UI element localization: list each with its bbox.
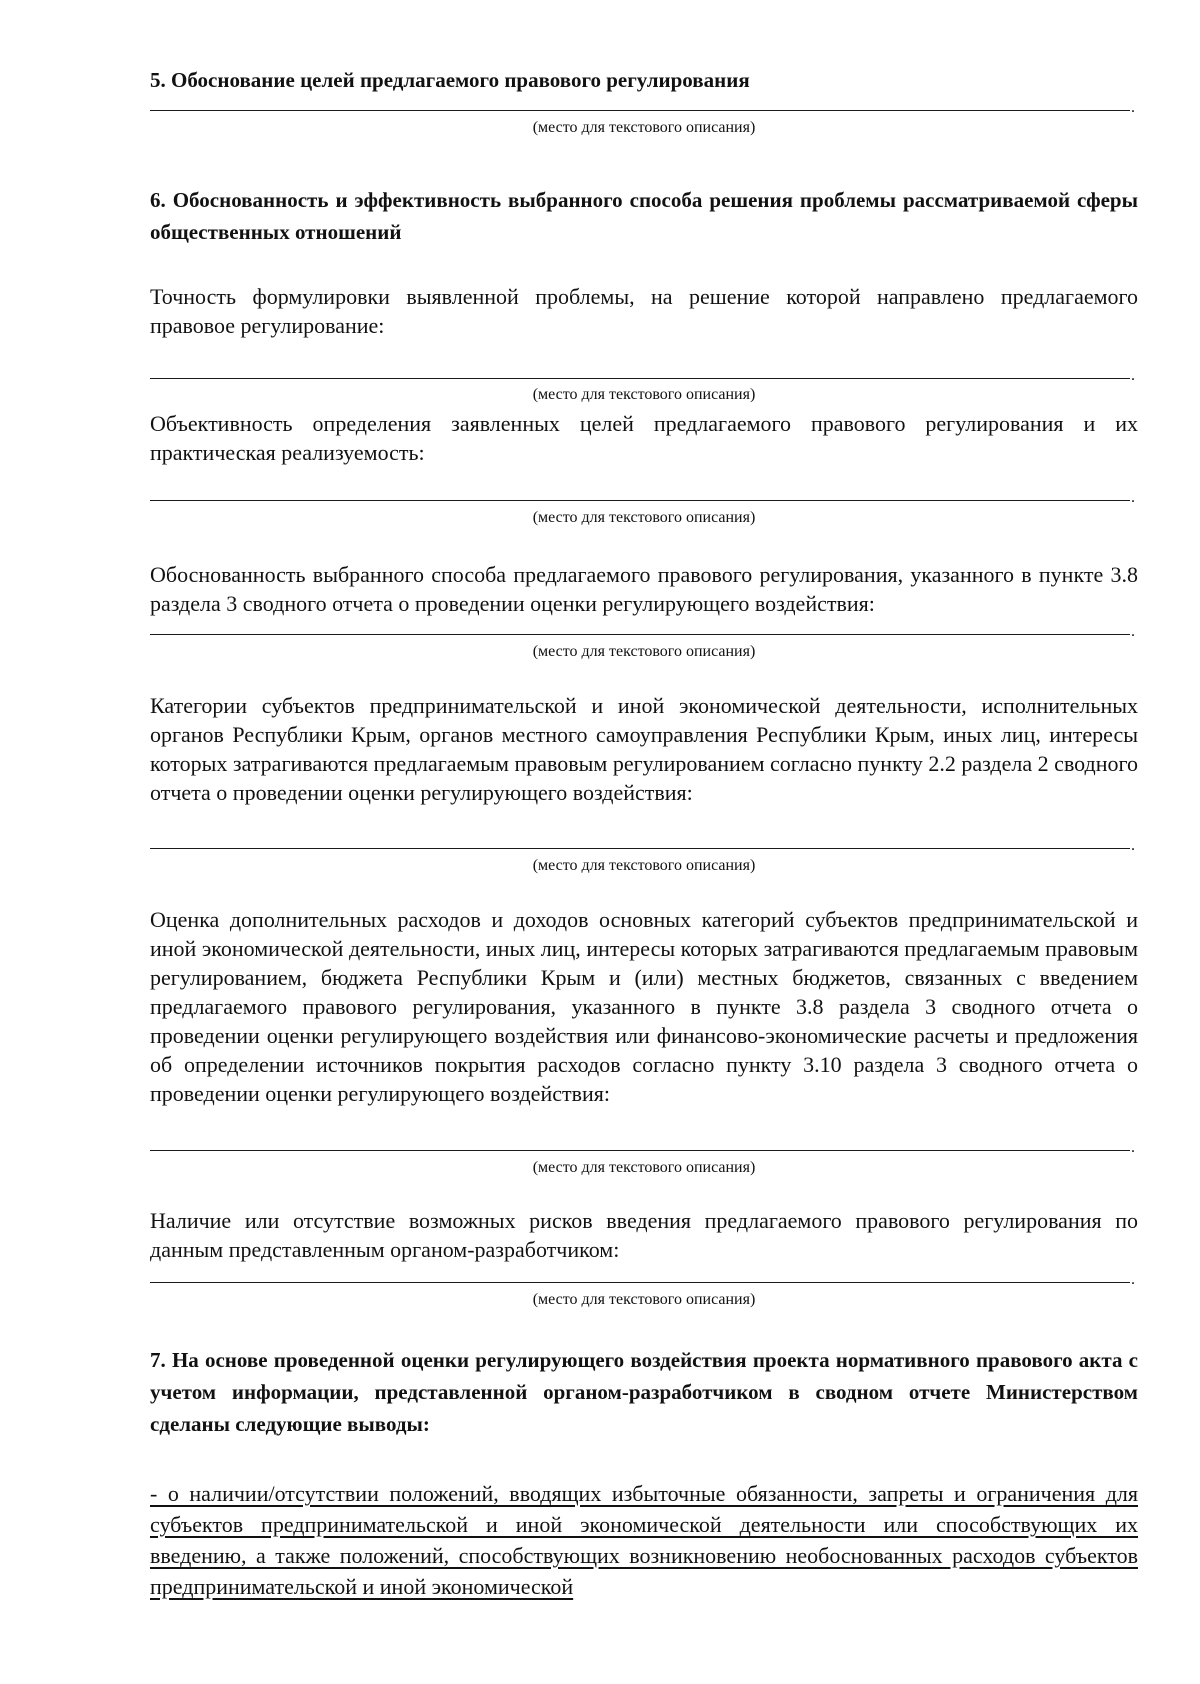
blank-line — [150, 634, 1130, 635]
placeholder-caption: (место для текстового описания) — [532, 386, 756, 403]
section-6-item-text: Категории субъектов предпринимательской и иной экономической деятельности, исполнительных органов Республики Крым, органов местного самоуправления Республики Крым, иных лиц, интересы которых затрагиваются предлагаемым правовым регулированием согласно пункту 2.2 раздела 2 сводного отчета о проведении оценки регулирующего воздействия: — [150, 693, 1138, 805]
placeholder-caption: (место для текстового описания) — [532, 509, 756, 526]
blank-line — [150, 378, 1130, 379]
section-6-item-text: Точность формулировки выявленной проблемы, на решение которой направлено предлагаемого правовое регулирование: — [150, 284, 1138, 338]
section-7-conclusion: - о наличии/отсутствии положений, вводящих избыточные обязанности, запреты и ограничения для субъектов предпринимательской и иной экономической деятельности или способствующих их введению, а также положений, способствующих возникновению необоснованных расходов субъектов предпринимательской и иной экономической — [150, 1481, 1138, 1599]
blank-line — [150, 1282, 1130, 1283]
section-6-item-text: Объективность определения заявленных целей предлагаемого правового регулирования и их практическая реализуемость: — [150, 411, 1138, 465]
placeholder-caption: (место для текстового описания) — [532, 1159, 756, 1176]
line-end-dot: . — [1131, 489, 1135, 506]
line-end-dot: . — [1131, 367, 1135, 384]
blank-line — [150, 848, 1130, 849]
section-6-item-text: Наличие или отсутствие возможных рисков введения предлагаемого правового регулирования по данным представленным органом-разработчиком: — [150, 1208, 1138, 1262]
line-end-dot: . — [1131, 837, 1135, 854]
blank-line — [150, 1150, 1130, 1151]
line-end-dot: . — [1131, 1271, 1135, 1288]
section-6-heading: 6. Обоснованность и эффективность выбранного способа решения проблемы рассматриваемой сферы общественных отношений — [150, 188, 1138, 244]
line-end-dot: . — [1131, 1139, 1135, 1156]
section-6-item-text: Оценка дополнительных расходов и доходов основных категорий субъектов предпринимательской и иной экономической деятельности, иных лиц, интересы которых затрагиваются предлагаемым правовым регулированием, бюджета Республики Крым и (или) местных бюджетов, связанных с введением предлагаемого правового регулирования, указанного в пункте 3.8 раздела 3 сводного отчета о проведении оценки регулирующего воздействия или финансово-экономические расчеты и предложения об определении источников покрытия расходов согласно пункту 3.10 раздела 3 сводного отчета о проведении оценки регулирующего воздействия: — [150, 907, 1138, 1106]
placeholder-caption: (место для текстового описания) — [532, 857, 756, 874]
placeholder-caption: (место для текстового описания) — [532, 643, 756, 660]
placeholder-caption: (место для текстового описания) — [532, 119, 756, 136]
blank-line — [150, 500, 1130, 501]
line-end-dot: . — [1131, 99, 1135, 116]
section-5-heading: 5. Обоснование целей предлагаемого правового регулирования — [150, 68, 750, 92]
section-6-item-text: Обоснованность выбранного способа предлагаемого правового регулирования, указанного в пункте 3.8 раздела 3 сводного отчета о проведении оценки регулирующего воздействия: — [150, 562, 1138, 616]
section-7-heading: 7. На основе проведенной оценки регулирующего воздействия проекта нормативного правового акта с учетом информации, представленной органом-разработчиком в сводном отчете Министерством сделаны следующие выводы: — [150, 1348, 1138, 1436]
line-end-dot: . — [1131, 623, 1135, 640]
blank-line — [150, 110, 1130, 111]
placeholder-caption: (место для текстового описания) — [532, 1291, 756, 1308]
